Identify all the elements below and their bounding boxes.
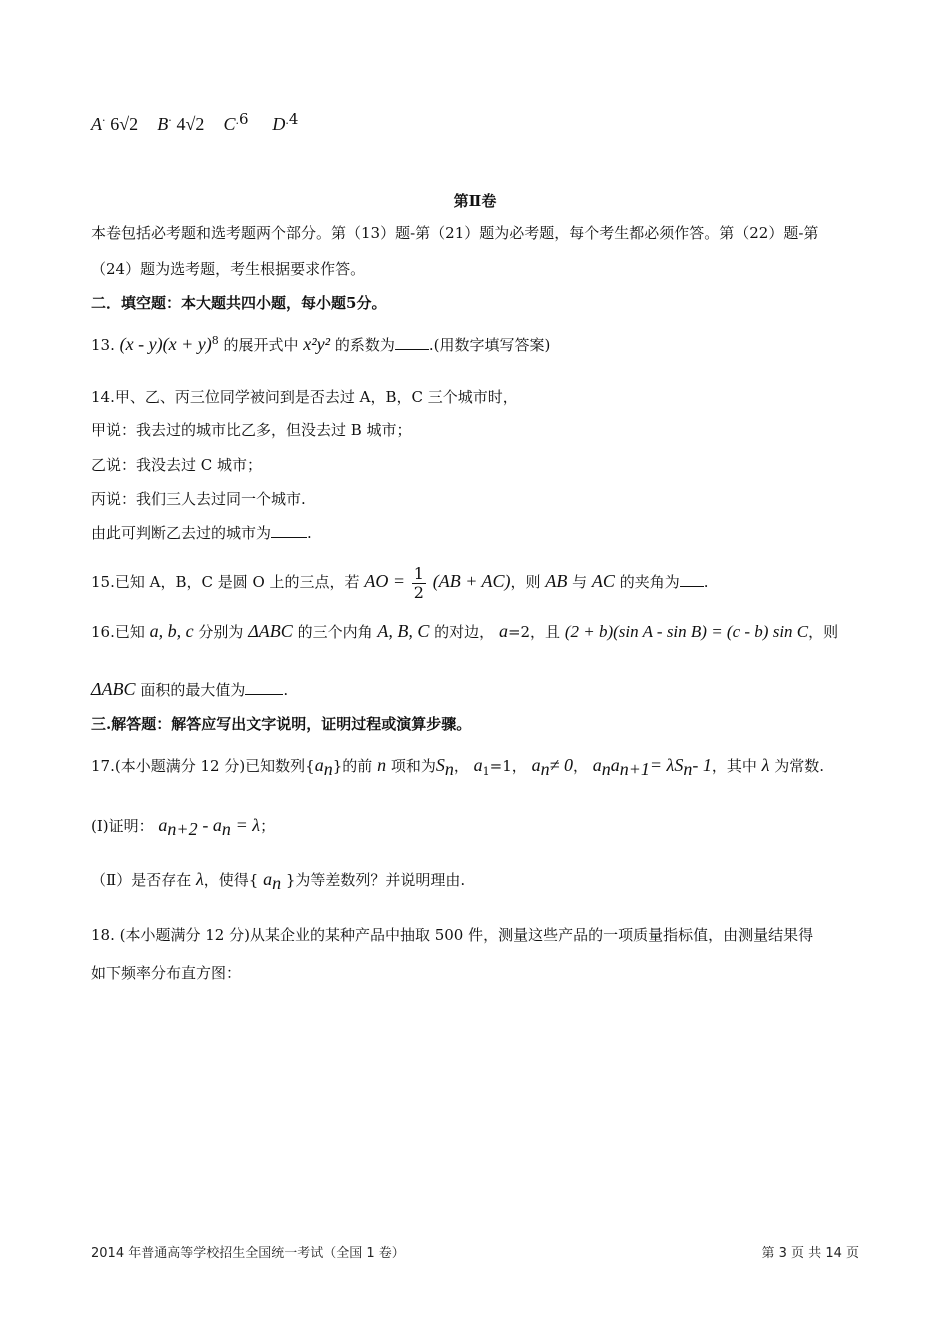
q15-fraction: [412, 565, 426, 602]
q17-relation-rest: = λS: [649, 755, 684, 775]
q14-line-3: 乙说：我没去过 C 城市；: [91, 456, 263, 474]
answer-options: A· 6√2 B· 4√2 $C^{.6}$ $D^{.4}$: [91, 110, 299, 134]
q16-text-8: .: [283, 681, 289, 699]
q15-vector-ab: AB: [545, 571, 568, 591]
section-intro-line-1: 本卷包括必考题和选考题两个部分。第（13）题-第（21）题为必考题，每个考生都必须作答。第（22）题-第: [91, 224, 819, 242]
q17-text-3: 项和为: [390, 757, 436, 775]
q16-text-5: =2，且: [507, 623, 561, 641]
question-17: 17.(本小题满分 12 分)已知数列$\{a_n\}$的前 n 项和为$S_n$， $a_1=1$， $a_n\ne 0$， $a_na_{n+1}= \lambda S_n-$ 1，其中 λ 为常数.: [91, 755, 825, 779]
q14-answer-blank[interactable]: [271, 523, 307, 538]
q16-text-4: 的对边，: [434, 623, 495, 641]
q16-text-7: 面积的最大值为: [140, 681, 246, 699]
q16-a: a: [498, 621, 508, 641]
q13-text-1: 的展开式中: [223, 336, 299, 354]
section-title: 第Ⅱ卷: [453, 192, 497, 210]
option-b-value: 4√2: [176, 114, 205, 134]
q17-n: n: [377, 755, 387, 775]
option-b-label: B: [157, 114, 169, 134]
q17-neq-rest: ≠ 0: [549, 755, 573, 775]
q17-a1: a: [473, 755, 483, 775]
q13-exponent: 8: [211, 334, 219, 347]
q13-term: x²y²: [303, 334, 331, 354]
q17-text-4: ，: [453, 757, 469, 775]
q17-text-7: ，其中: [711, 757, 757, 775]
footer-exam-title: 2014 年普通高等学校招生全国统一考试（全国 1 卷）: [91, 1246, 405, 1261]
q15-text-4: 的夹角为: [619, 573, 680, 591]
q16-answer-blank[interactable]: [245, 680, 283, 695]
q17-part-1-punct: ；: [260, 817, 276, 835]
q17-relation-end: - 1: [692, 755, 712, 775]
fill-heading: 二．填空题：本大题共四小题，每小题5分。: [91, 294, 387, 312]
q17-a1-sub: 1: [482, 765, 490, 778]
q17-part-1-a: a: [158, 815, 168, 835]
q13-number: 13.: [91, 336, 115, 354]
q14-line-5-text: 由此可判断乙去过的城市为: [91, 524, 272, 542]
question-16-line-2: [91, 678, 859, 701]
option-d-label: D: [272, 114, 286, 134]
q15-lhs: AO =: [364, 571, 405, 591]
q17-part-2-text-2: ，使得{: [203, 871, 259, 889]
q17-part-1-mid: - a: [202, 815, 222, 835]
question-17-part-2: （Ⅱ）是否存在 λ，使得{ $a_n$ }为等差数列？并说明理由.: [91, 869, 466, 893]
q16-text-1: 16.已知: [91, 623, 145, 641]
option-a-value: 6√2: [110, 114, 139, 134]
q15-denominator: 2: [413, 582, 424, 602]
q16-triangle: ΔABC: [248, 621, 293, 641]
q17-relation: a: [592, 755, 602, 775]
q14-line-5-end: .: [307, 524, 312, 542]
q15-vector-ac: AC: [591, 571, 615, 591]
q14-line-4: 丙说：我们三人去过同一个城市.: [91, 490, 306, 508]
q17-part-2-text-3: }为等差数列？并说明理由.: [285, 871, 466, 889]
question-13: [91, 330, 859, 356]
q17-lambda: λ: [761, 755, 770, 775]
question-17-part-1: (Ⅰ)证明： $a_{n+2} - a_n = \lambda$；: [91, 815, 276, 839]
q17-S: S: [435, 755, 445, 775]
q16-text-3: 的三个内角: [297, 623, 373, 641]
q16-triangle-2: ΔABC: [91, 679, 136, 699]
q14-line-1: 14.甲、乙、丙三位同学被问到是否去过 A，B，C 三个城市时，: [91, 388, 518, 406]
q15-text-3: 与: [572, 573, 588, 591]
q17-text-8: 为常数.: [774, 757, 825, 775]
q17-part-1-end: = λ: [235, 815, 261, 835]
question-15: [91, 563, 859, 602]
option-c-value: 6: [239, 110, 249, 128]
q17-an-sub: n: [323, 759, 333, 779]
q15-rhs: (AB + AC): [432, 571, 511, 591]
q17-text-5: =1，: [489, 757, 527, 775]
q13-answer-blank[interactable]: [395, 335, 429, 350]
q16-vars: a, b, c: [149, 621, 194, 641]
q17-part-1-label: (Ⅰ)证明：: [91, 817, 154, 835]
q13-text-3: .(用数字填写答案): [428, 336, 551, 354]
q17-part-2-lambda: λ: [195, 869, 204, 889]
solve-heading: 三.解答题：解答应写出文字说明，证明过程或演算步骤。: [91, 715, 472, 733]
q14-line-2: 甲说：我去过的城市比乙多，但没去过 B 城市；: [91, 421, 412, 439]
q17-text-6: ，: [572, 757, 588, 775]
q17-text-1: 17.(本小题满分 12 分)已知数列{: [91, 757, 315, 775]
q17-an: a: [314, 755, 324, 775]
q16-equation: (2 + b)(sin A - sin B) = (c - b) sin C: [564, 622, 809, 641]
q17-neq: a: [531, 755, 541, 775]
question-16-line-1: [91, 620, 859, 643]
q13-expression: (x - y)(x + y): [119, 334, 212, 354]
option-d-value: 4: [288, 110, 299, 128]
option-c-label: C: [223, 114, 236, 134]
option-a-label: A: [91, 114, 102, 134]
q17-text-2: }的前: [332, 757, 373, 775]
q17-part-2-a: a: [263, 869, 273, 889]
q18-line-2: 如下频率分布直方图：: [91, 964, 242, 982]
q16-text-6: ，则: [808, 623, 839, 641]
q15-text-1: 15.已知 A，B，C 是圆 O 上的三点，若: [91, 573, 360, 591]
q15-answer-blank[interactable]: [680, 572, 704, 587]
q14-line-5: [91, 522, 859, 544]
q15-text-2: ，则: [510, 573, 541, 591]
q18-line-1: 18. (本小题满分 12 分)从某企业的某种产品中抽取 500 件，测量这些产品的一项质量指标值，由测量结果得: [91, 926, 814, 944]
q16-text-2: 分别为: [198, 623, 244, 641]
q15-text-5: .: [703, 573, 709, 591]
q15-numerator: 1: [413, 563, 424, 583]
q16-angles: A, B, C: [377, 621, 430, 641]
section-intro-line-2: （24）题为选考题，考生根据要求作答。: [91, 260, 366, 278]
q17-part-2-text-1: （Ⅱ）是否存在: [91, 871, 192, 889]
footer-page-number: 第 3 页 共 14 页: [761, 1246, 859, 1261]
q13-text-2: 的系数为: [334, 336, 395, 354]
